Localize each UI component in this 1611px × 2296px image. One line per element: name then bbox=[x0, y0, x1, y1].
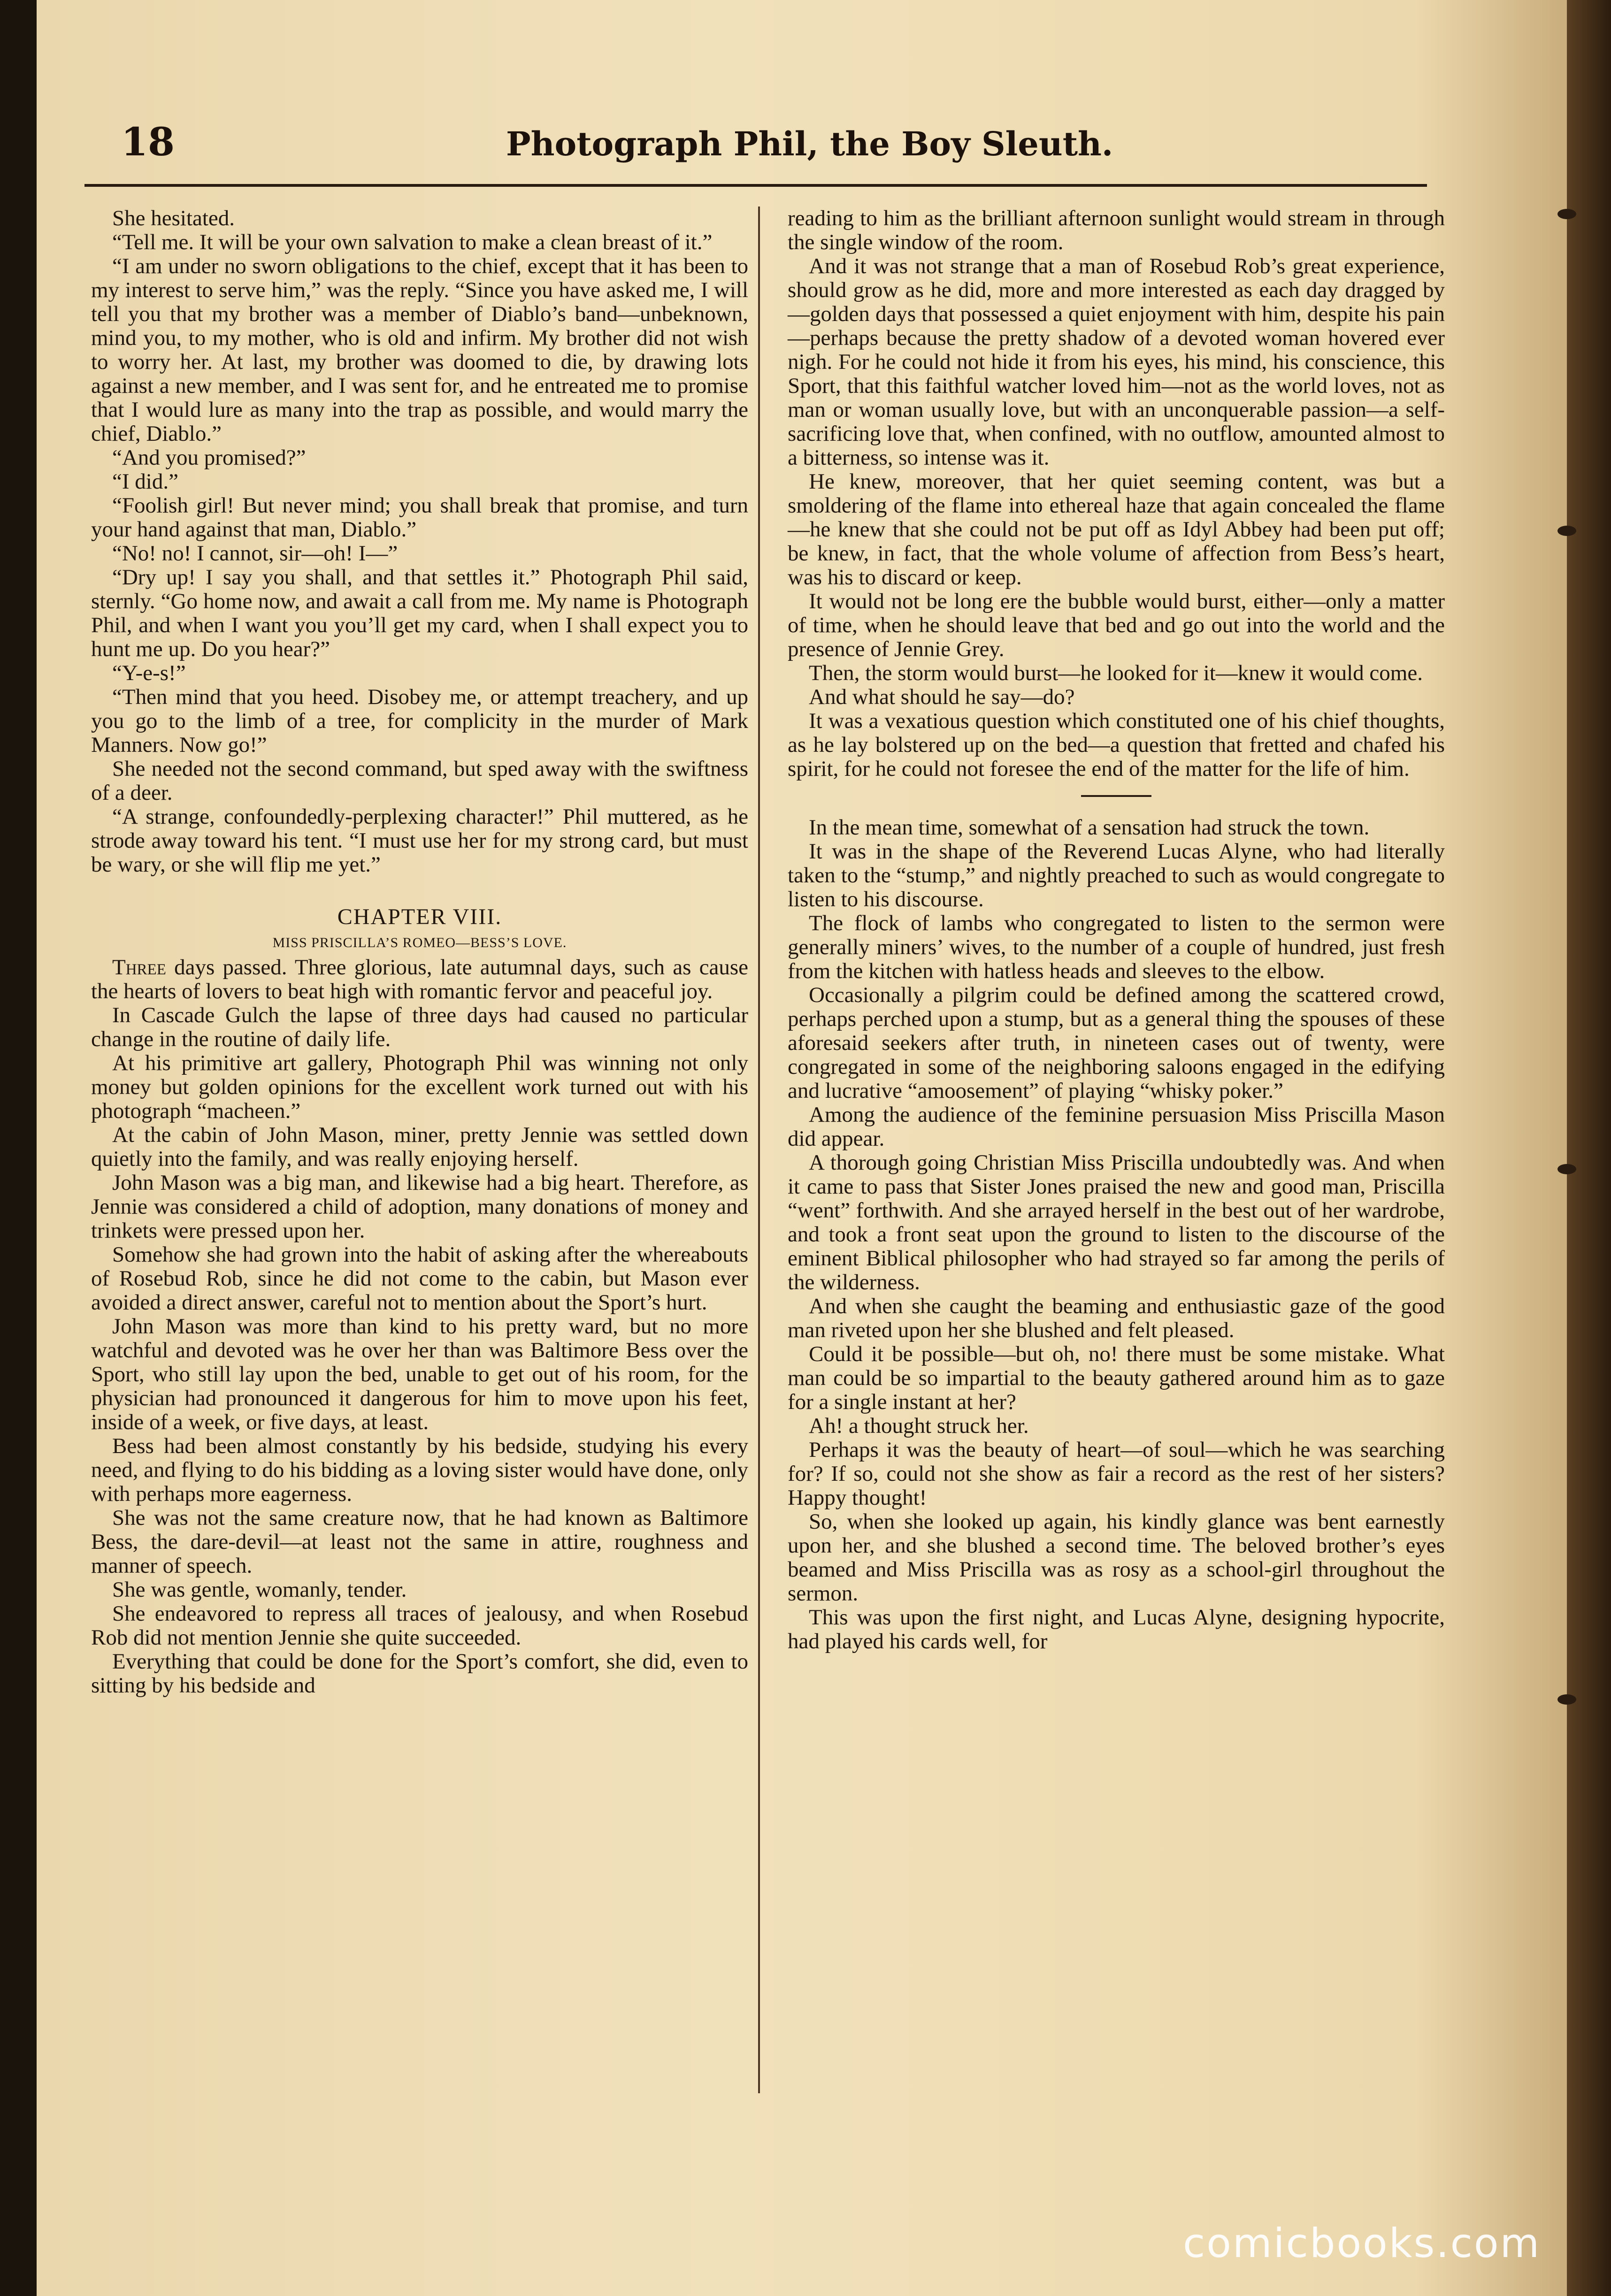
paragraph: And it was not strange that a man of Rosebud Rob’s great experience, should grow as he did, more and more interested as each day dragged by—golden days that possessed a quiet enjoyment with him, despite his pain—perhaps because the pretty shadow of a devoted woman hovered ever nigh. For he could not hide it from his eyes, his mind, his conscience, this Sport, that this faithful watcher loved him—not as the world loves, not as man or woman usually love, but with an unconquerable passion—a self-sacrificing love that, when confined, with no outflow, amounted almost to a bitterness, so intense was it. bbox=[788, 254, 1445, 470]
chapter-first-paragraph bbox=[91, 956, 748, 1003]
paragraph: “Tell me. It will be your own salvation to make a clean breast of it.” bbox=[112, 230, 713, 254]
paragraph: And what should he say—do? bbox=[809, 685, 1075, 709]
paragraph: John Mason was a big man, and likewise had a big heart. Therefore, as Jennie was considered a child of adoption, many donations of money and trinkets were pressed upon her. bbox=[91, 1171, 748, 1243]
paragraph: “No! no! I cannot, sir—oh! I—” bbox=[112, 541, 398, 566]
paragraph: At his primitive art gallery, Photograph Phil was winning not only money but golden opinions for the excellent work turned out with his photograph “macheen.” bbox=[91, 1051, 748, 1123]
paragraph: “Dry up! I say you shall, and that settles it.” Photograph Phil said, sternly. “Go home now, and await a call from me. My name is Photograph Phil, and when I want you you’ll get my card, when I shall expect you to hunt me up. Do you hear?” bbox=[91, 565, 748, 661]
left-column bbox=[91, 207, 748, 1698]
page-edge-mark bbox=[1557, 209, 1576, 219]
paragraph: Somehow she had grown into the habit of asking after the whereabouts of Rosebud Rob, since he did not come to the cabin, but Mason ever avoided a direct answer, careful not to mention about the Sport’s hurt. bbox=[91, 1242, 748, 1315]
paragraph: It was a vexatious question which constituted one of his chief thoughts, as he lay bolstered up on the bed—a question that fretted and chafed his spirit, for he could not foresee the end of the matter for the life of him. bbox=[788, 709, 1445, 781]
right-paragraphs-before-break bbox=[788, 254, 1445, 781]
paragraph: “Then mind that you heed. Disobey me, or attempt treachery, and up you go to the limb of a tree, for complicity in the murder of Mark Manners. Now go!” bbox=[91, 685, 748, 757]
paragraph: Occasionally a pilgrim could be defined among the scattered crowd, perhaps perched upon a stump, but as a general thing the spouses of these aforesaid seekers after truth, in nineteen cases out of twenty, were congregated in some of the neighboring saloons engaged in the edifying and lucrative “amoosement” of playing “whisky poker.” bbox=[788, 983, 1445, 1103]
paragraph: And when she caught the beaming and enthusiastic gaze of the good man riveted upon her she blushed and felt pleased. bbox=[788, 1294, 1445, 1342]
paragraph: Ah! a thought struck her. bbox=[809, 1414, 1029, 1438]
section-break-rule bbox=[1081, 795, 1151, 797]
paragraph: It was in the shape of the Reverend Lucas Alyne, who had literally taken to the “stump,” and nightly preached to such as would congregate to listen to his discourse. bbox=[788, 839, 1445, 911]
paragraph: She was not the same creature now, that he had known as Baltimore Bess, the dare-devil—at least not the same in attire, roughness and manner of speech. bbox=[91, 1506, 748, 1578]
book-spine bbox=[1567, 0, 1611, 2296]
paragraph: “A strange, confoundedly-perplexing character!” Phil muttered, as he strode away toward his tent. “I must use her for my strong card, but must be wary, or she will flip me yet.” bbox=[91, 804, 748, 877]
paragraph: Among the audience of the feminine persuasion Miss Priscilla Mason did appear. bbox=[788, 1102, 1445, 1151]
right-column bbox=[788, 207, 1445, 1653]
paragraph: Could it be possible—but oh, no! there must be some mistake. What man could be so impartial to the beauty gathered around him as to gaze for a single instant at her? bbox=[788, 1342, 1445, 1414]
paragraph: John Mason was more than kind to his pretty ward, but no more watchful and devoted was he over her than was Baltimore Bess over the Sport, who still lay upon the bed, unable to get out of his room, for the physician had pronounced it dangerous for him to move upon his feet, inside of a week, or five days, at least. bbox=[91, 1314, 748, 1434]
paragraph: She endeavored to repress all traces of jealousy, and when Rosebud Rob did not mention Jennie she quite succeeded. bbox=[91, 1601, 748, 1650]
right-continued-paragraph: reading to him as the brilliant afternoon sunlight would stream in through the single window of the room. bbox=[788, 206, 1445, 254]
paragraph: She was gentle, womanly, tender. bbox=[112, 1577, 407, 1602]
first-paragraph-text: days passed. Three glorious, late autumnal days, such as cause the hearts of lovers to beat high with romantic fervor and peaceful joy. bbox=[91, 955, 748, 1003]
paragraph: Bess had been almost constantly by his bedside, studying his every need, and flying to do his bidding as a loving sister would have done, only with perhaps more eagerness. bbox=[91, 1434, 748, 1506]
paragraph: The flock of lambs who congregated to listen to the sermon were generally miners’ wives, to the number of a couple of hundred, just fresh from the kitchen with hatless heads and sleeves to the elbow. bbox=[788, 911, 1445, 983]
paragraph: Everything that could be done for the Sport’s comfort, she did, even to sitting by his bedside and bbox=[91, 1649, 748, 1698]
paragraph: Then, the storm would burst—he looked for it—knew it would come. bbox=[809, 661, 1423, 685]
chapter-subtitle: MISS PRISCILLA’S ROMEO—BESS’S LOVE. bbox=[272, 935, 567, 950]
drop-word: Three bbox=[112, 955, 166, 980]
column-divider bbox=[758, 207, 760, 2093]
page-number: 18 bbox=[121, 120, 175, 165]
running-header-title: Photograph Phil, the Boy Sleuth. bbox=[506, 124, 1113, 163]
paragraph: She needed not the second command, but sped away with the swiftness of a deer. bbox=[91, 757, 748, 805]
paragraph: He knew, moreover, that her quiet seeming content, was but a smoldering of the flame into ethereal haze that again concealed the flame—he knew that she could not be put off as Idyl Abbey had been put off; be knew, in fact, that the whole volume of affection from Bess’s heart, was his to discard or keep. bbox=[788, 469, 1445, 589]
paragraph: In the mean time, somewhat of a sensation had struck the town. bbox=[809, 815, 1370, 840]
paragraph: At the cabin of John Mason, miner, pretty Jennie was settled down quietly into the family, and was really enjoying herself. bbox=[91, 1123, 748, 1171]
left-paragraphs-before-chapter bbox=[91, 207, 748, 877]
paragraph: “Foolish girl! But never mind; you shall break that promise, and turn your hand against that man, Diablo.” bbox=[91, 493, 748, 542]
page-edge-mark bbox=[1557, 1164, 1576, 1174]
paragraph: In Cascade Gulch the lapse of three days had caused no particular change in the routine of daily life. bbox=[91, 1003, 748, 1051]
paragraph: It would not be long ere the bubble would burst, either—only a matter of time, when he should leave that bed and go out into the world and the presence of Jennie Grey. bbox=[788, 589, 1445, 661]
header-rule bbox=[84, 184, 1427, 187]
paragraph: “I am under no sworn obligations to the chief, except that it has been to my interest to serve him,” was the reply. “Since you have asked me, I will tell you that my brother was a member of Diablo’s band—unbeknown, mind you, to my mother, who is old and infirm. My brother did not wish to worry her. At last, my brother was doomed to die, by drawing lots against a new member, and I was sent for, and he entreated me to promise that I would lure as many into the trap as possible, and would marry the chief, Diablo.” bbox=[91, 254, 748, 446]
paragraph: “I did.” bbox=[112, 469, 178, 494]
paragraph: Perhaps it was the beauty of heart—of soul—which he was searching for? If so, could not she show as fair a record as the rest of her sisters? Happy thought! bbox=[788, 1438, 1445, 1510]
paragraph: A thorough going Christian Miss Priscilla undoubtedly was. And when it came to pass that Sister Jones praised the new and good man, Priscilla “went” forthwith. And she arrayed herself in the best out of her wardrobe, and took a front seat upon the ground to listen to the discourse of the eminent Biblical philosopher who had strayed so far among the perils of the wilderness. bbox=[788, 1150, 1445, 1294]
page-edge-mark bbox=[1557, 1694, 1576, 1705]
chapter-title: CHAPTER VIII. bbox=[337, 904, 502, 929]
paragraph: “Y-e-s!” bbox=[112, 661, 186, 685]
left-paragraphs-after-chapter bbox=[91, 1003, 748, 1698]
page-edge-mark bbox=[1557, 526, 1576, 536]
paragraph: She hesitated. bbox=[112, 206, 235, 230]
paragraph: So, when she looked up again, his kindly glance was bent earnestly upon her, and she blushed a second time. The beloved brother’s eyes beamed and Miss Priscilla was as rosy as a school-girl throughout the sermon. bbox=[788, 1509, 1445, 1606]
paragraph: This was upon the first night, and Lucas Alyne, designing hypocrite, had played his cards well, for bbox=[788, 1605, 1445, 1653]
paragraph: “And you promised?” bbox=[112, 445, 306, 470]
right-paragraphs-after-break bbox=[788, 816, 1445, 1653]
watermark: comicbooks.com bbox=[1183, 2220, 1541, 2267]
